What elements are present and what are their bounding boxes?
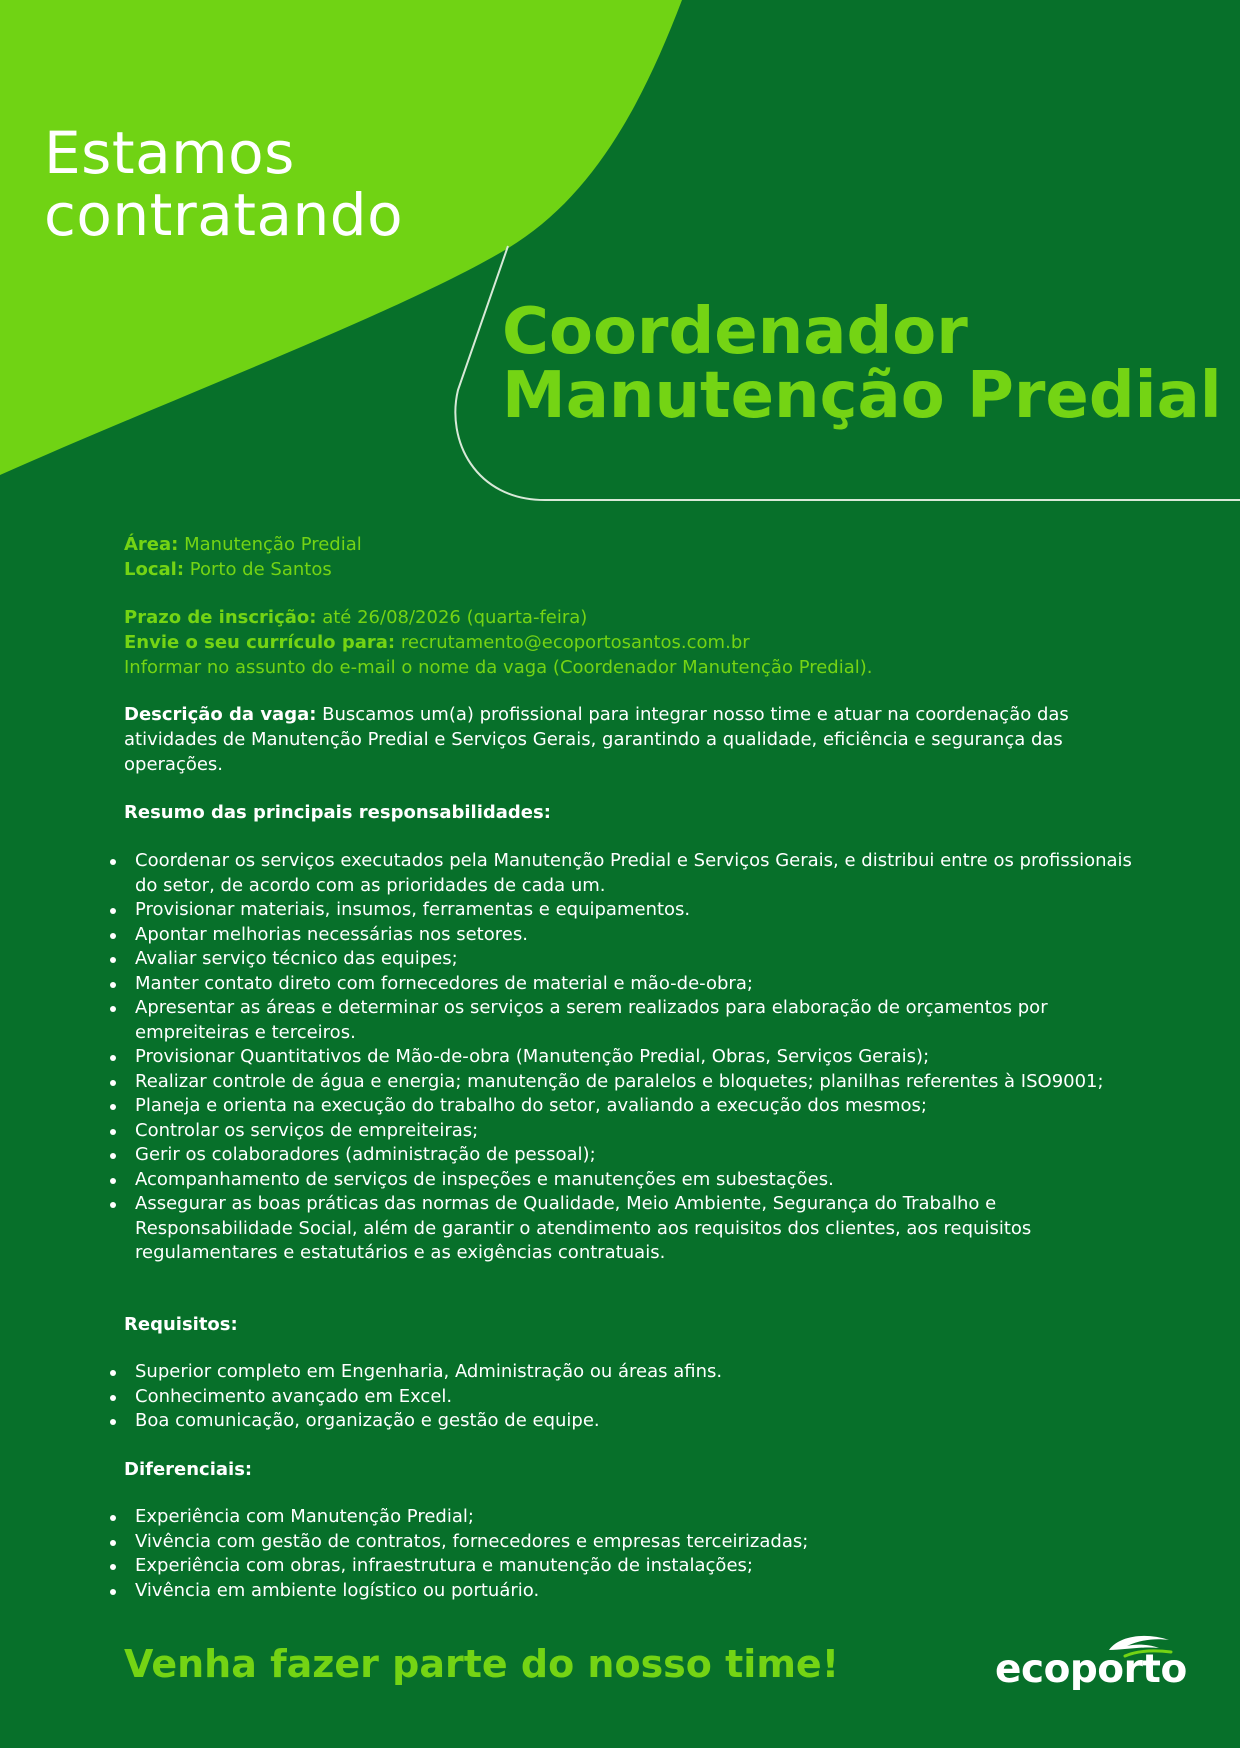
area-label: Área: bbox=[124, 534, 179, 555]
list-item: Provisionar Quantitativos de Mão-de-obra (Manutenção Predial, Obras, Serviços Gerais); bbox=[108, 1045, 1138, 1070]
logo-wordmark: ecoporto bbox=[995, 1647, 1187, 1692]
area-value: Manutenção Predial bbox=[184, 534, 362, 555]
email-link[interactable]: recrutamento@ecoportosantos.com.br bbox=[400, 632, 750, 653]
differentials-list bbox=[108, 1505, 1138, 1603]
list-item: Provisionar materiais, insumos, ferramentas e equipamentos. bbox=[108, 898, 1138, 923]
list-item: Boa comunicação, organização e gestão de equipe. bbox=[108, 1409, 1138, 1434]
list-item: Coordenar os serviços executados pela Manutenção Predial e Serviços Gerais, e distribui entre os profissionais do setor, de acordo com as prioridades de cada um. bbox=[108, 849, 1138, 898]
local-value: Porto de Santos bbox=[189, 559, 332, 580]
area-row bbox=[124, 532, 1134, 557]
prazo-row bbox=[124, 605, 1134, 630]
envie-row bbox=[124, 630, 1134, 655]
prazo-label: Prazo de inscrição: bbox=[124, 607, 317, 628]
list-item: Manter contato direto com fornecedores de material e mão-de-obra; bbox=[108, 972, 1138, 997]
list-item: Vivência em ambiente logístico ou portuário. bbox=[108, 1579, 1138, 1604]
list-item: Avaliar serviço técnico das equipes; bbox=[108, 947, 1138, 972]
list-item: Assegurar as boas práticas das normas de Qualidade, Meio Ambiente, Segurança do Trabalho e Responsabilidade Social, além de garantir o atendimento aos requisitos dos clientes, aos requisitos regulamentares e estatutários e as exigências contratuais. bbox=[108, 1192, 1138, 1266]
list-item: Apresentar as áreas e determinar os serviços a serem realizados para elaboração de orçamentos por empreiteiras e terceiros. bbox=[108, 996, 1138, 1045]
list-item: Experiência com Manutenção Predial; bbox=[108, 1505, 1138, 1530]
area-local-block bbox=[124, 532, 1134, 582]
list-item: Superior completo em Engenharia, Administração ou áreas afins. bbox=[108, 1360, 1138, 1385]
responsibilities-list bbox=[108, 849, 1138, 1266]
list-item: Controlar os serviços de empreiteiras; bbox=[108, 1119, 1138, 1144]
job-title-line-1: Coordenador bbox=[502, 295, 968, 369]
prazo-value: até 26/08/2026 (quarta-feira) bbox=[322, 607, 588, 628]
hero-line-2: contratando bbox=[44, 181, 404, 249]
requirements-heading: Requisitos: bbox=[124, 1314, 238, 1335]
list-item: Apontar melhorias necessárias nos setores. bbox=[108, 923, 1138, 948]
application-block bbox=[124, 605, 1134, 680]
list-item: Gerir os colaboradores (administração de pessoal); bbox=[108, 1143, 1138, 1168]
list-item: Conhecimento avançado em Excel. bbox=[108, 1385, 1138, 1410]
assunto-note: Informar no assunto do e-mail o nome da vaga (Coordenador Manutenção Predial). bbox=[124, 657, 873, 678]
hero-heading bbox=[44, 119, 404, 249]
local-label: Local: bbox=[124, 559, 185, 580]
requirements-list bbox=[108, 1360, 1138, 1434]
ecoporto-logo bbox=[995, 1628, 1187, 1698]
list-item: Vivência com gestão de contratos, fornecedores e empresas terceirizadas; bbox=[108, 1530, 1138, 1555]
description-label: Descrição da vaga: bbox=[124, 704, 317, 725]
hero-line-1: Estamos bbox=[44, 119, 295, 187]
differentials-heading: Diferenciais: bbox=[124, 1459, 253, 1480]
list-item: Acompanhamento de serviços de inspeções e manutenções em subestações. bbox=[108, 1168, 1138, 1193]
list-item: Planeja e orienta na execução do trabalho do setor, avaliando a execução dos mesmos; bbox=[108, 1094, 1138, 1119]
job-description bbox=[124, 702, 1134, 777]
list-item: Realizar controle de água e energia; manutenção de paralelos e bloquetes; planilhas referentes à ISO9001; bbox=[108, 1070, 1138, 1095]
call-to-action: Venha fazer parte do nosso time! bbox=[124, 1642, 840, 1686]
description-text: Buscamos um(a) profissional para integrar nosso time e atuar na coordenação das atividades de Manutenção Predial e Serviços Gerais, garantindo a qualidade, eficiência e segurança das operações. bbox=[124, 704, 1069, 775]
job-title bbox=[502, 295, 1222, 433]
local-row bbox=[124, 557, 1134, 582]
envie-label: Envie o seu currículo para: bbox=[124, 632, 396, 653]
responsibilities-heading: Resumo das principais responsabilidades: bbox=[124, 802, 551, 823]
list-item: Experiência com obras, infraestrutura e manutenção de instalações; bbox=[108, 1554, 1138, 1579]
job-title-line-2: Manutenção Predial bbox=[502, 359, 1222, 433]
